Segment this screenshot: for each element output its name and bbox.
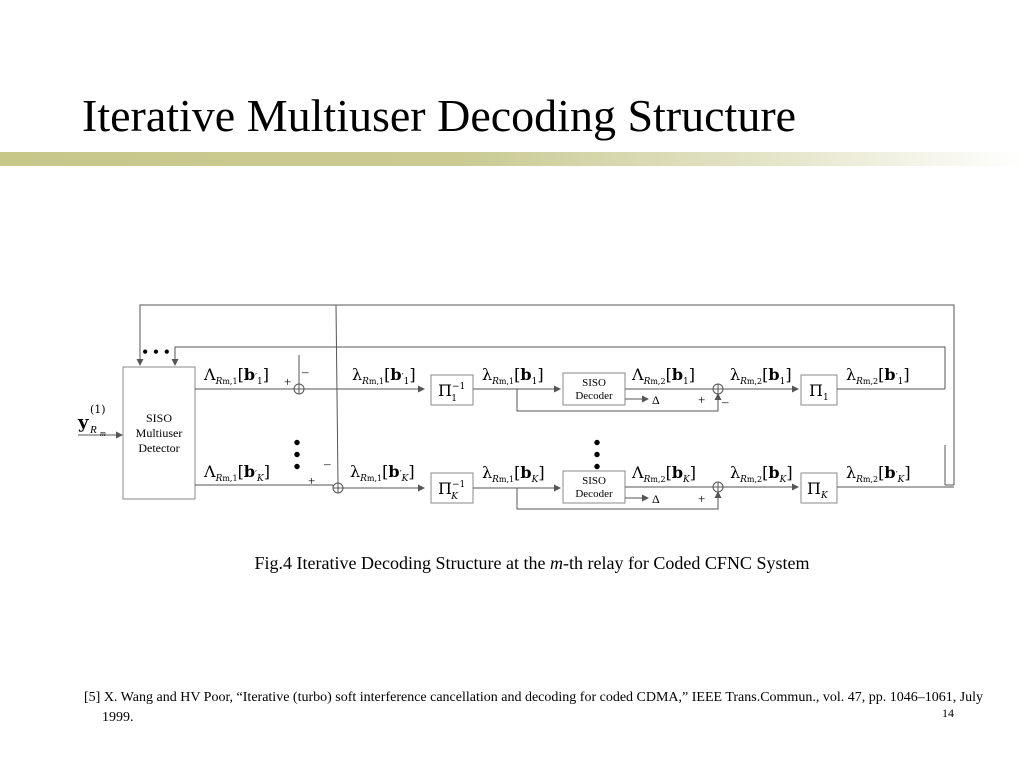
label-prior-dec-k: $\Lambda_Rm,2[b_K]$ [632, 463, 696, 485]
detector-label-line-1: SISO [145, 411, 173, 425]
label-prior-dec-1: $\Lambda_Rm,2[b_1]$ [632, 365, 695, 387]
label-ext-1a: $\lambda_Rm,1[b'_1]$ [352, 365, 416, 387]
label-ext-1b: $\lambda_Rm,1[b_1]$ [482, 365, 544, 387]
interleaver-k-label: $\Pi_K$ [807, 479, 828, 501]
label-ext-kb: $\lambda_Rm,1[b_K]$ [482, 463, 545, 485]
reference-citation: [5] X. Wang and HV Poor, “Iterative (turbo) soft interference cancellation and decoding for coded CDMA,” IEEE Trans.Commun., vol. 47, pp. 1046–1061, July 1999. [84, 690, 984, 725]
branch-1 [195, 355, 945, 411]
adder-1a-minus: – [302, 364, 309, 379]
adder-1a-plus: + [284, 374, 292, 389]
caption-before: Fig.4 Iterative Decoding Structure at the [254, 553, 550, 573]
input-symbol: y [78, 412, 89, 433]
input-subscript: R [90, 424, 97, 436]
deinterleaver-k-label: $\Pi^{-1}$ K [438, 479, 466, 502]
detector-label-line-2: Multiuser [135, 426, 183, 440]
label-ext-ka: $\lambda_Rm,1[b'_K]$ [350, 462, 415, 484]
branch-k [195, 305, 954, 509]
label-ext-1c: $\lambda_Rm,2[b_1]$ [730, 365, 792, 387]
decoding-structure-diagram [70, 295, 960, 520]
label-ext-kd: $\lambda_Rm,2[b'_K]$ [846, 463, 911, 485]
vertical-ellipsis-right: • • • [585, 439, 607, 471]
page-number: 14 [942, 706, 954, 720]
feedback-ellipsis: • • • [142, 342, 170, 362]
title-underline-bar [0, 152, 1024, 166]
label-prior-k: $\Lambda_Rm,1[b'_K]$ [204, 462, 271, 484]
adder-kb-plus: + [698, 491, 706, 506]
interleaver-1-label: $\Pi_1$ [809, 381, 829, 403]
adder-1b-plus: + [698, 392, 706, 407]
slide-title: Iterative Multiuser Decoding Structure [82, 90, 797, 141]
adder-1b-minus: – [722, 394, 729, 409]
adder-ka-plus: + [308, 473, 316, 488]
label-ext-kc: $\lambda_Rm,2[b_K]$ [730, 463, 793, 485]
decoder-k-label-line-2: Decoder [575, 488, 613, 500]
delay-k: Δ [652, 492, 660, 506]
caption-italic: m [549, 553, 563, 573]
caption-after: -th relay for Coded CFNC System [562, 553, 810, 573]
label-prior-1: $\Lambda_Rm,1[b'_1]$ [204, 365, 270, 387]
label-ext-1d: $\lambda_Rm,2[b'_1]$ [846, 365, 910, 387]
vertical-ellipsis-left: • • • [285, 439, 307, 471]
figure-caption [0, 553, 1024, 574]
input-subscript-sub: m [100, 429, 106, 438]
decoder-1-label-line-1: SISO [582, 377, 606, 389]
input-superscript: (1) [90, 403, 106, 416]
detector-label-line-3: Detector [138, 441, 180, 455]
delay-1: Δ [652, 393, 660, 407]
adder-ka-minus: – [324, 456, 331, 471]
decoder-k-label-line-1: SISO [582, 475, 606, 487]
deinterleaver-1-label: $\Pi^{-1}$ 1 [438, 381, 466, 404]
decoder-1-label-line-2: Decoder [575, 390, 613, 402]
